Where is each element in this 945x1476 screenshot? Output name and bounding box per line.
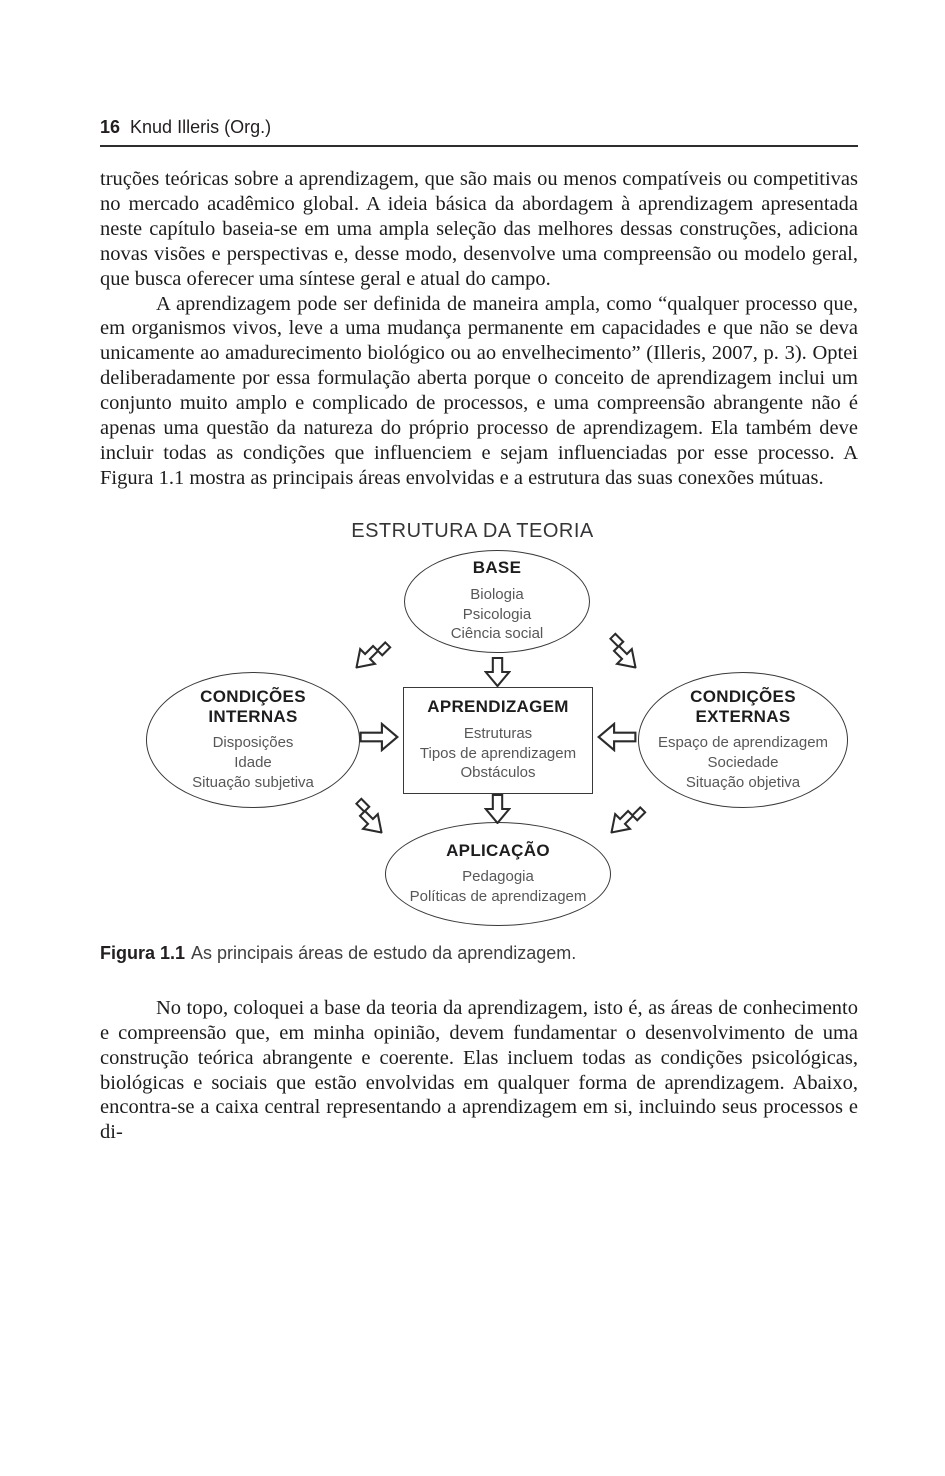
arrow-left-externas-to-aprendizagem-icon — [597, 722, 637, 752]
node-base-title: BASE — [472, 558, 522, 578]
arrow-down-aprendizagem-to-aplicacao-icon — [484, 794, 511, 824]
figure-1-1-diagram — [0, 515, 945, 935]
arrow-down-base-to-aprendizagem-icon — [484, 657, 511, 687]
node-base-item: Biologia — [470, 585, 524, 603]
paragraph-2: A aprendizagem pode ser definida de maneira ampla, como “qualquer processo que, em organismos vivos, leve a uma mudança permanente em capacidades e que não se deva unicamente ao amadurecimento biológico ou ao envelhecimento” (Illeris, 2007, p. 3). Optei deliberadamente por essa formulação aberta porque o conceito de aprendizagem inclui um conjunto muito amplo e complicado de processos, e uma compreensão abrangente não é apenas uma questão da natureza do próprio processo de aprendizagem. Ela também deve incluir todas as condições que influenciem e sejam influenciadas por esse processo. A Figura 1.1 mostra as principais áreas envolvidas e a estrutura das suas conexões mútuas. — [100, 292, 858, 489]
node-aplicacao-title: APLICAÇÃO — [446, 840, 550, 860]
node-learning-item: Estruturas — [463, 724, 533, 742]
figure-caption-label: Figura 1.1 — [100, 942, 186, 963]
node-external-item: Espaço de aprendizagem — [657, 734, 829, 752]
node-external-item: Situação objetiva — [685, 774, 801, 792]
book-page — [0, 117, 945, 1476]
node-base-item: Ciência social — [450, 625, 544, 643]
node-aprendizagem — [403, 687, 593, 794]
node-learning-item: Obstáculos — [460, 764, 536, 782]
node-condicoes-internas-items — [192, 733, 314, 792]
node-condicoes-externas-items — [658, 733, 828, 792]
node-aprendizagem-items — [420, 724, 576, 783]
paragraph-1: truções teóricas sobre a aprendizagem, que são mais ou menos compatíveis ou competitivas no mercado acadêmico global. A ideia básica da abordagem à aprendizagem apresentada neste capítulo baseia-se em uma ampla seleção das melhores dessas construções, adiciona novas visões e perspectivas e, desse modo, desenvolve uma compreensão ou modelo geral, que busca oferecer uma síntese geral e atual do campo. — [100, 168, 858, 290]
node-learning-item: Tipos de aprendizagem — [419, 744, 577, 762]
node-application-item: Políticas de aprendizagem — [409, 887, 587, 905]
node-internal-item: Disposições — [212, 734, 294, 752]
node-condicoes-internas-title: CONDIÇÕES INTERNAS — [200, 686, 306, 727]
node-base-item: Psicologia — [462, 605, 532, 623]
figure-caption — [100, 943, 858, 964]
node-condicoes-externas-title: CONDIÇÕES EXTERNAS — [690, 686, 796, 727]
node-base — [404, 550, 590, 653]
arrow-diagonal-internas-to-aplicacao-icon — [345, 795, 392, 842]
node-condicoes-internas — [146, 672, 360, 808]
running-title: Knud Illeris (Org.) — [130, 117, 272, 137]
body-text-bottom — [100, 996, 858, 1145]
node-aprendizagem-title: APRENDIZAGEM — [427, 697, 569, 717]
arrow-diagonal-base-to-externas-icon — [599, 630, 646, 677]
node-internal-item: Situação subjetiva — [192, 774, 314, 792]
arrow-diagonal-externas-to-aplicacao-icon — [602, 795, 649, 842]
arrow-diagonal-base-to-internas-icon — [347, 630, 394, 677]
node-aplicacao-items — [410, 867, 587, 907]
node-condicoes-externas — [638, 672, 848, 808]
paragraph-3: No topo, coloquei a base da teoria da aprendizagem, isto é, as áreas de conhecimento e compreensão que, em minha opinião, devem fundamentar o desenvolvimento de uma construção teórica abrangente e coerente. Elas incluem todas as condições psicológicas, biológicas e sociais que estão envolvidas em qualquer forma de aprendizagem. Abaixo, encontra-se a caixa central representando a aprendizagem em si, incluindo seus processos e di- — [100, 996, 858, 1144]
node-internal-item: Idade — [234, 754, 272, 772]
page-number: 16 — [100, 117, 121, 137]
node-external-item: Sociedade — [707, 754, 779, 772]
figure-caption-text: As principais áreas de estudo da aprendizagem. — [191, 942, 577, 963]
body-text-top — [100, 167, 858, 491]
running-header — [100, 117, 858, 147]
diagram-title: ESTRUTURA DA TEORIA — [351, 519, 594, 542]
node-application-item: Pedagogia — [462, 868, 534, 886]
arrow-right-internas-to-aprendizagem-icon — [359, 722, 399, 752]
node-aplicacao — [385, 822, 611, 926]
node-base-items — [451, 585, 544, 644]
